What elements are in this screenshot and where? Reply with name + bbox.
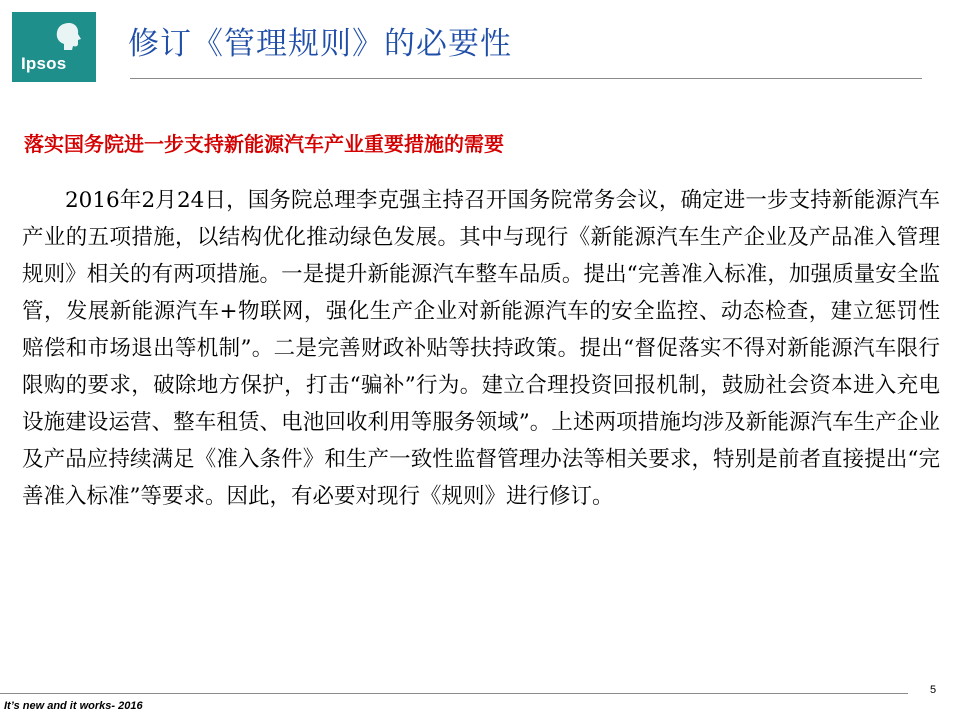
- logo-text: Ipsos: [21, 54, 67, 73]
- body-paragraph: 2016年2月24日，国务院总理李克强主持召开国务院常务会议，确定进一步支持新能源汽车产业的五项措施，以结构优化推动绿色发展。其中与现行《新能源汽车生产企业及产品准入管理规则》相关的有两项措施。一是提升新能源汽车整车品质。提出“完善准入标准，加强质量安全监管，发展新能源汽车+物联网，强化生产企业对新能源汽车的安全监控、动态检查，建立惩罚性赔偿和市场退出等机制”。二是完善财政补贴等扶持政策。提出“督促落实不得对新能源汽车限行限购的要求，破除地方保护，打击“骗补”行为。建立合理投资回报机制，鼓励社会资本进入充电设施建设运营、整车租赁、电池回收利用等服务领域”。上述两项措施均涉及新能源汽车生产企业及产品应持续满足《准入条件》和生产一致性监督管理办法等相关要求，特别是前者直接提出“完善准入标准”等要求。因此，有必要对现行《规则》进行修订。: [22, 188, 940, 509]
- page-number: 5: [930, 684, 937, 696]
- footer-tagline: It’s new and it works- 2016: [4, 700, 143, 712]
- body-text: [22, 182, 940, 515]
- title-divider: [130, 78, 922, 79]
- ipsos-logo: [12, 12, 96, 82]
- footer-divider: [0, 693, 908, 694]
- section-subtitle: 落实国务院进一步支持新能源汽车产业重要措施的需要: [24, 132, 504, 156]
- head-profile-icon: [50, 20, 84, 54]
- page-title: 修订《管理规则》的必要性: [128, 26, 512, 62]
